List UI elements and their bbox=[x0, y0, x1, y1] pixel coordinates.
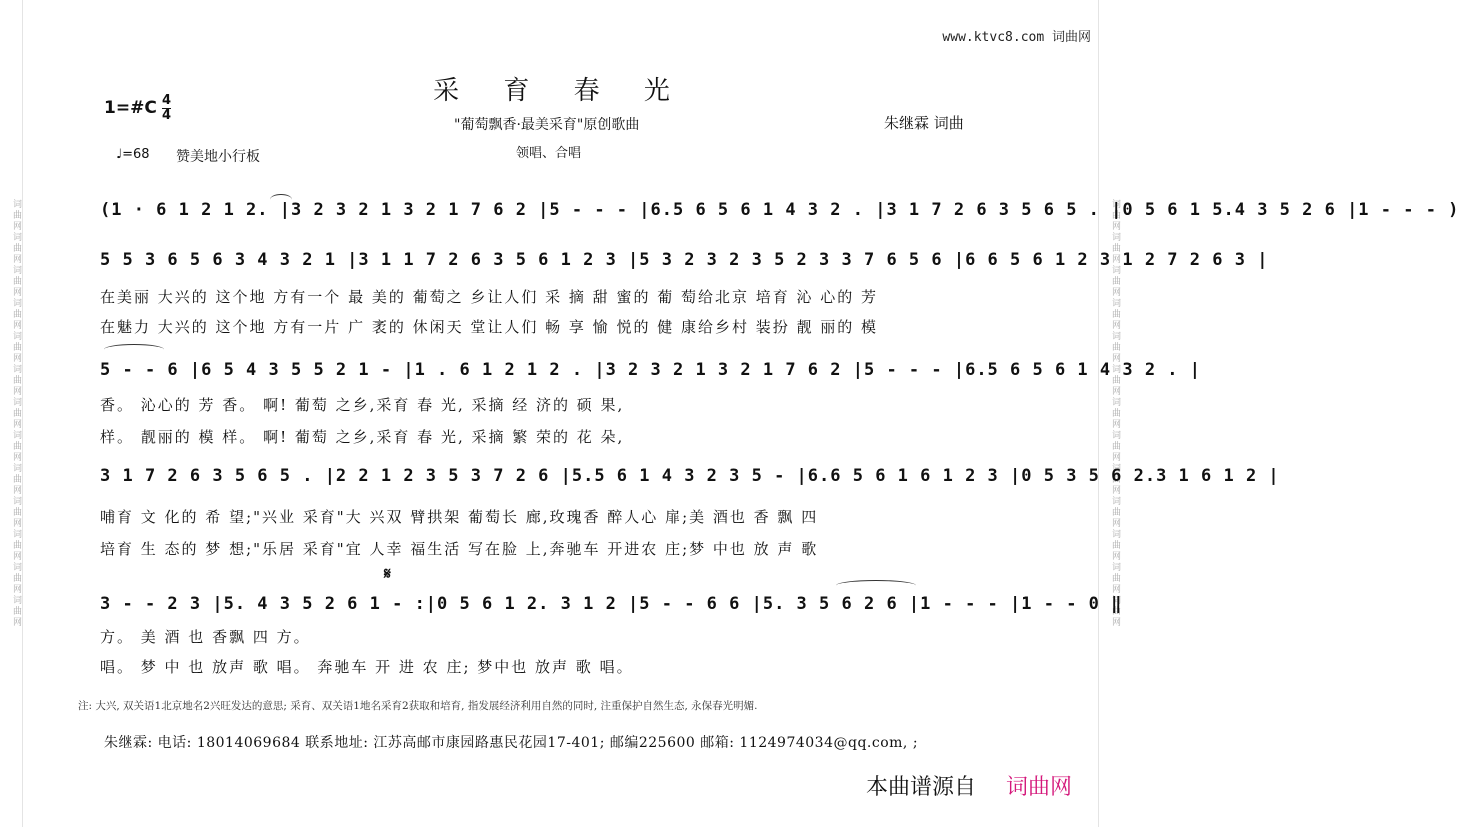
lyrics-row-5a: 方。 美 酒 也 香飘 四 方。 bbox=[100, 628, 311, 646]
notation-row-1: (1 · 6 1 2 1 2. |3 2 3 2 1 3 2 1 7 6 2 |5 - - - |6.5 6 5 6 1 4 3 2 . |3 1 7 2 6 3 5 6 5 . |0 5 6 1 5.4 3 5 2 6 |1 - - - ) bbox=[100, 200, 1459, 220]
lyrics-row-3b: 样。 靓丽的 模 样。 啊! 葡萄 之乡,采育 春 光, 采摘 繁 荣的 花 朵, bbox=[100, 428, 625, 446]
left-watermark-strip: 词曲网词曲网词曲网词曲网词曲网词曲网词曲网词曲网词曲网词曲网词曲网词曲网词曲网 bbox=[0, 0, 23, 827]
lyrics-row-2b: 在魅力 大兴的 这个地 方有一片 广 袤的 休闲天 堂让人们 畅 享 愉 悦的 健 康给乡村 装扮 靓 丽的 模 bbox=[100, 318, 879, 336]
segno-sign: 𝄋 bbox=[384, 564, 391, 583]
song-title: 采 育 春 光 bbox=[433, 76, 688, 106]
lyrics-row-5b: 唱。 梦 中 也 放声 歌 唱。 奔驰车 开 进 农 庄; 梦中也 放声 歌 唱。 bbox=[100, 658, 634, 676]
right-watermark-strip: 词曲网词曲网词曲网词曲网词曲网词曲网词曲网词曲网词曲网词曲网词曲网词曲网词曲网 bbox=[1098, 0, 1121, 827]
key-signature: 1=#C bbox=[104, 98, 157, 118]
slur-mark bbox=[836, 580, 916, 591]
lyrics-row-2a: 在美丽 大兴的 这个地 方有一个 最 美的 葡萄之 乡让人们 采 摘 甜 蜜的 葡 萄给北京 培育 沁 心的 芳 bbox=[100, 288, 879, 306]
performers: 领唱、合唱 bbox=[516, 146, 582, 161]
source-brand-link[interactable]: 词曲网 bbox=[1006, 775, 1073, 800]
composer-credit: 朱继霖 词曲 bbox=[884, 114, 964, 132]
lyrics-row-4b: 培育 生 态的 梦 想;"乐居 采育"宜 人幸 福生活 写在脸 上,奔驰车 开进农 庄;梦 中也 放 声 歌 bbox=[100, 540, 819, 558]
notation-row-2: 5 5 3 6 5 6 3 4 3 2 1 |3 1 1 7 2 6 3 5 6 1 2 3 |5 3 2 3 2 3 5 2 3 3 7 6 5 6 |6 6 5 6 1 2 3 1 2 7 2 6 3 | bbox=[100, 250, 1269, 270]
slur-mark bbox=[270, 194, 292, 205]
subtitle: "葡萄飘香·最美采育"原创歌曲 bbox=[454, 117, 640, 133]
notation-row-5: 3 - - 2 3 |5. 4 3 5 2 6 1 - :|0 5 6 1 2. 3 1 2 |5 - - 6 6 |5. 3 5 6 2 6 |1 - - - |1 - - 0 ‖ bbox=[100, 594, 1123, 614]
time-signature-bottom: 4 bbox=[162, 108, 172, 123]
notation-row-3: 5 - - 6 |6 5 4 3 5 5 2 1 - |1 . 6 1 2 1 2 . |3 2 3 2 1 3 2 1 7 6 2 |5 - - - |6.5 6 5 6 1 4 3 2 . | bbox=[100, 360, 1202, 380]
site-url[interactable]: www.ktvc8.com 词曲网 bbox=[942, 30, 1091, 45]
tempo-text: 赞美地小行板 bbox=[176, 149, 260, 165]
contact-info: 朱继霖: 电话: 18014069684 联系地址: 江苏高邮市康园路惠民花园17-401; 邮编225600 邮箱: 1124974034@qq.com, ; bbox=[104, 735, 919, 751]
footnote: 注: 大兴, 双关语1北京地名2兴旺发达的意思; 采育、双关语1地名采育2获取和培育, 指发展经济利用自然的同时, 注重保护自然生态, 永保春光明媚. bbox=[78, 700, 758, 712]
source-label: 本曲谱源自 bbox=[866, 775, 977, 800]
time-signature-top: 4 bbox=[162, 93, 172, 108]
time-signature bbox=[162, 94, 171, 123]
notation-row-4: 3 1 7 2 6 3 5 6 5 . |2 2 1 2 3 5 3 7 2 6 |5.5 6 1 4 3 2 3 5 - |6.6 5 6 1 6 1 2 3 |0 5 3 5 6 2.3 1 6 1 2 | bbox=[100, 466, 1280, 486]
lyrics-row-3a: 香。 沁心的 芳 香。 啊! 葡萄 之乡,采育 春 光, 采摘 经 济的 硕 果, bbox=[100, 396, 625, 414]
slur-mark bbox=[104, 344, 164, 355]
lyrics-row-4a: 哺育 文 化的 希 望;"兴业 采育"大 兴双 臂拱架 葡萄长 廊,玫瑰香 醉人心 扉;美 酒也 香 飘 四 bbox=[100, 508, 819, 526]
tempo-mark: ♩=68 bbox=[116, 147, 150, 162]
